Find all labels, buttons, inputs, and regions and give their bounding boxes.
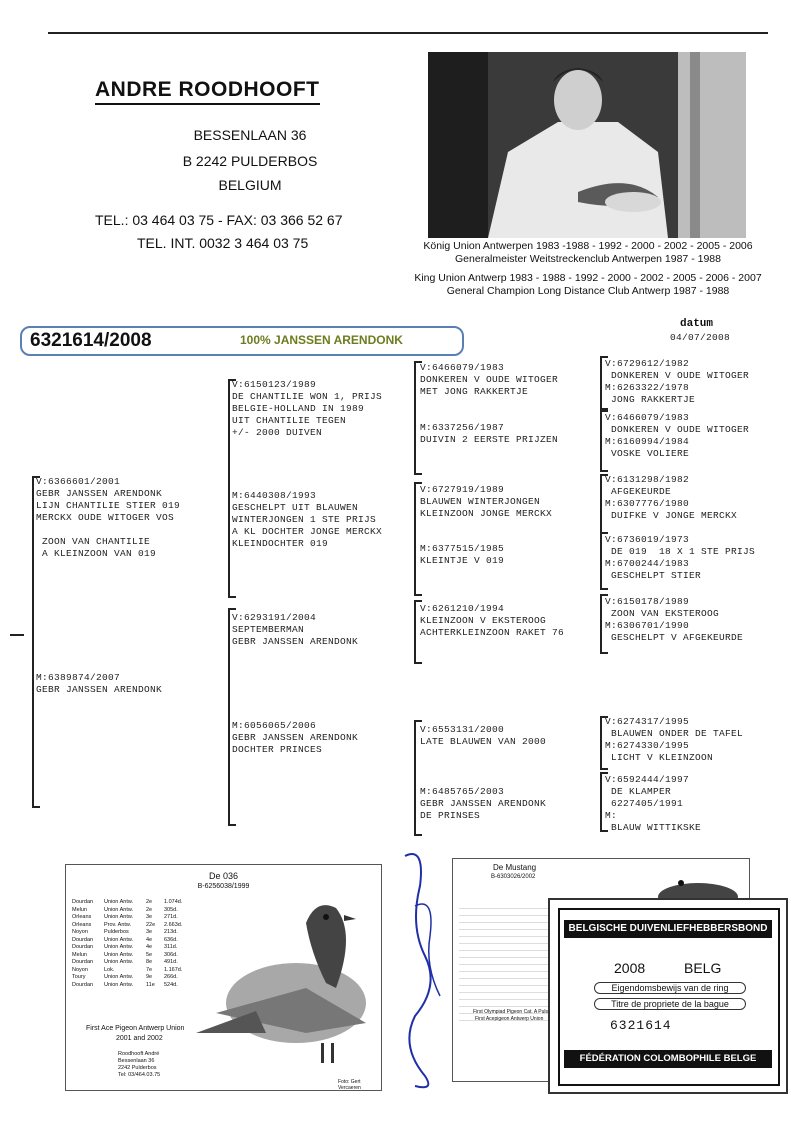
card1-result-cell: Melun	[72, 951, 87, 958]
card2-caption-1: First Olympiad Pigeon Cat. A Puls	[473, 1009, 549, 1015]
card1-result-cell: 1.167d.	[164, 966, 183, 973]
card1-result-cell: Dourdan	[72, 936, 94, 943]
card1-result-cell: 2e	[146, 899, 153, 905]
card1-ring: B-6256038/1999	[197, 883, 250, 890]
card1-result-cell: Dourdan	[72, 944, 94, 950]
ring-card-year: 2008	[614, 960, 646, 976]
datum-value: 04/07/2008	[670, 332, 731, 343]
card1-result-cell: 3e	[146, 914, 153, 920]
caption-line-1: König Union Antwerpen 1983 -1988 - 1992 - 2000 - 2002 - 2005 - 2006	[423, 240, 753, 252]
pigeon-ring-number: 6321614/2008	[30, 330, 152, 351]
card1-result-cell: 11e	[146, 981, 155, 988]
card1-result-cell: Dourdan	[72, 981, 94, 988]
card1-result-cell: Union Antw.	[104, 906, 134, 913]
card1-result-cell: Union Antw.	[104, 981, 134, 988]
gen4-entry-2: V:6466079/1983 DONKEREN V OUDE WITOGER M:6160994/1984 VOSKE VOLIERE	[605, 412, 750, 459]
card1-result-cell: 2.663d.	[164, 921, 183, 928]
gen4-entry-5: V:6150178/1989 ZOON VAN EKSTEROOG M:6306701/1990 GESCHELPT V AFGEKEURDE	[605, 596, 744, 643]
gen4-entry-8: V:6592444/1997 DE KLAMPER 6227405/1991 M: BLAUW WITTIKSKE	[605, 774, 702, 833]
card1-result-cell: 266d.	[164, 974, 178, 980]
gen3-entry-8: M:6485765/2003 GEBR JANSSEN ARENDONK DE PRINSES	[420, 786, 547, 821]
card1-result-cell: Union Antw.	[104, 899, 134, 905]
ring-ownership-card	[548, 898, 788, 1094]
ring-card-footer: FÉDÉRATION COLOMBOPHILE BELGE	[564, 1050, 772, 1068]
sire-sire-entry: V:6150123/1989 DE CHANTILIE WON 1, PRIJS BELGIE-HOLLAND IN 1989 UIT CHANTILIE TEGEN +/- 2000 DUIVEN	[232, 379, 383, 438]
card1-result-cell: 311d.	[164, 944, 178, 950]
gen4-entry-1: V:6729612/1982 DONKEREN V OUDE WITOGER M:6263322/1978 JONG RAKKERTJE	[605, 358, 750, 405]
card1-result-cell: 8e	[146, 959, 153, 965]
card1-result-cell: 305d.	[164, 906, 178, 913]
card1-result-cell: 5e	[146, 951, 153, 958]
gen3-entry-1: V:6466079/1983 DONKEREN V OUDE WITOGER MET JONG RAKKERTJE	[420, 362, 559, 397]
pigeon-card-036	[65, 864, 382, 1091]
card1-result-cell: 4e	[146, 936, 153, 943]
ring-card-number: 6321614	[610, 1018, 672, 1033]
card1-ace-1: First Ace Pigeon Antwerp Union	[86, 1025, 185, 1032]
gen4-entry-7: V:6274317/1995 BLAUWEN ONDER DE TAFEL M:6274330/1995 LICHT V KLEINZOON	[605, 716, 744, 763]
gen3-entry-4: M:6377515/1985 KLEINTJE V 019	[420, 543, 505, 566]
gen3-entry-2: M:6337256/1987 DUIVIN 2 EERSTE PRIJZEN	[420, 422, 559, 445]
card1-result-cell: 9e	[146, 974, 153, 980]
gen4-entry-3: V:6131298/1982 AFGEKEURDE M:6307776/1980 DUIFKE V JONGE MERCKX	[605, 474, 738, 521]
card1-result-cell: Pulderbos	[104, 929, 129, 935]
caption-line-2: Generalmeister Weitstreckenclub Antwerpen 1987 - 1988	[455, 253, 721, 265]
card1-result-cell: Union Antw.	[104, 936, 134, 943]
pigeon-illustration-036	[186, 893, 376, 1073]
card1-result-cell: Union Antw.	[104, 914, 134, 920]
card1-result-cell: 2e	[146, 906, 153, 913]
dam-sire-entry: V:6293191/2004 SEPTEMBERMAN GEBR JANSSEN ARENDONK	[232, 612, 359, 647]
ring-card-header: BELGISCHE DUIVENLIEFHEBBERSBOND	[564, 920, 772, 938]
card1-result-cell: 22e	[146, 921, 156, 928]
breeder-name: ANDRE ROODHOOFT	[95, 78, 320, 105]
card1-result-cell: 271d.	[164, 914, 178, 920]
address-city: B 2242 PULDERBOS	[182, 153, 318, 169]
caption-line-4: General Champion Long Distance Club Antwerp 1987 - 1988	[446, 285, 730, 297]
card1-owner: Roodhooft André Bessenlaan 36 2242 Pulderbos Tel: 03/464.03.75	[118, 1051, 161, 1078]
dam-entry: M:6389874/2007 GEBR JANSSEN ARENDONK	[36, 672, 163, 695]
dam-dam-entry: M:6056065/2006 GEBR JANSSEN ARENDONK DOCHTER PRINCES	[232, 720, 359, 755]
phone-line: TEL.: 03 464 03 75 - FAX: 03 366 52 67	[95, 212, 343, 228]
card1-result-cell: Union Antw.	[104, 959, 134, 965]
card1-result-cell: 636d.	[164, 936, 178, 943]
card1-result-cell: 3e	[146, 929, 153, 935]
breeder-photo	[428, 52, 746, 238]
gen3-entry-3: V:6727919/1989 BLAUWEN WINTERJONGEN KLEINZOON JONGE MERCKX	[420, 484, 553, 519]
card2-caption-2: First Acepigeon Antwerp Union	[475, 1016, 544, 1022]
address-street: BESSENLAAN 36	[193, 127, 307, 143]
card1-result-cell: Prov. Antw.	[104, 921, 132, 928]
card1-result-cell: Dourdan	[72, 899, 94, 905]
root-connector	[10, 634, 24, 636]
signature	[395, 846, 455, 1096]
card1-result-cell: Noyon	[72, 966, 88, 973]
ring-card-line-2: Titre de propriete de la bague	[594, 998, 746, 1010]
card1-result-cell: 7e	[146, 966, 153, 973]
phone-international: TEL. INT. 0032 3 464 03 75	[137, 235, 309, 251]
gen4-entry-4: V:6736019/1973 DE 019 18 X 1 STE PRIJS M:6700244/1983 GESCHELPT STIER	[605, 534, 756, 581]
card1-ace-2: 2001 and 2002	[116, 1035, 163, 1042]
gen3-entry-7: V:6553131/2000 LATE BLAUWEN VAN 2000	[420, 724, 547, 747]
sire-entry: V:6366601/2001 GEBR JANSSEN ARENDONK LIJN CHANTILIE STIER 019 MERCKX OUDE WITOGER VOS ZOON VAN CHANTILIE A KLEINZOON VAN 019	[36, 476, 181, 559]
card1-result-cell: Toury	[72, 974, 86, 980]
card1-result-cell: Dourdan	[72, 959, 94, 965]
card1-result-cell: Noyon	[72, 929, 88, 935]
card1-result-cell: Union Antw.	[104, 944, 134, 950]
datum-label: datum	[680, 318, 714, 330]
card1-result-cell: Orleans	[72, 914, 92, 920]
ring-card-country: BELG	[684, 960, 722, 976]
caption-line-3: King Union Antwerp 1983 - 1988 - 1992 - 2000 - 2002 - 2005 - 2006 - 2007	[414, 272, 762, 284]
card2-title: De Mustang	[493, 863, 537, 872]
card1-result-cell: Lok.	[104, 966, 115, 973]
sire-dam-entry: M:6440308/1993 GESCHELPT UIT BLAUWEN WINTERJONGEN 1 STE PRIJS A KL DOCHTER JONGE MERCKX KLEINDOCHTER 019	[232, 490, 383, 549]
card1-result-cell: Orleans	[72, 921, 92, 928]
card1-result-cell: Union Antw.	[104, 974, 134, 980]
card1-result-cell: 4e	[146, 944, 153, 950]
card1-result-cell: 524d.	[164, 981, 178, 988]
gen3-entry-5: V:6261210/1994 KLEINZOON V EKSTEROOG ACHTERKLEINZOON RAKET 76	[420, 603, 565, 638]
card1-result-cell: 306d.	[164, 951, 178, 958]
card1-result-cell: Melun	[72, 906, 87, 913]
ring-card-line-1: Eigendomsbewijs van de ring	[594, 982, 746, 994]
address-country: BELGIUM	[218, 177, 282, 193]
card1-result-cell: 1.074d.	[164, 899, 183, 905]
card1-title: De 036	[208, 871, 239, 881]
card1-photo-credit: Foto: Gert Vercaeren	[338, 1079, 361, 1091]
top-rule	[48, 32, 768, 34]
card2-ring: B-6303026/2002	[491, 874, 536, 880]
card1-result-cell: Union Antw.	[104, 951, 134, 958]
card1-result-cell: 213d.	[164, 929, 178, 935]
card1-result-cell: 491d.	[164, 959, 178, 965]
pigeon-strain: 100% JANSSEN ARENDONK	[240, 333, 403, 347]
